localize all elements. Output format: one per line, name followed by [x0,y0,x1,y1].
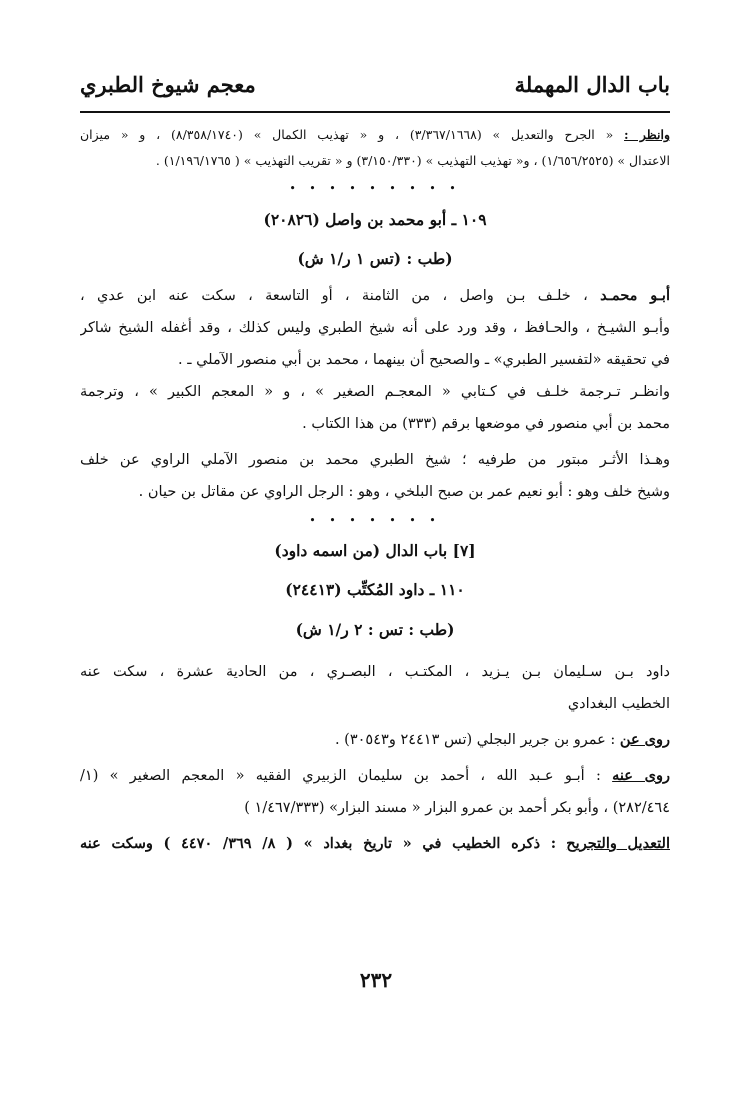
entry-109-para-2: وأبـو الشيـخ ، والحـافظ ، وقد ورد على أنه شيخ الطبري وليس كذلك ، وقد أغفله الشيخ شاكر [80,320,670,336]
narrated-from: روى عن : عمرو بن جرير البجلي (تس ٢٤٤١٣ و٣٠٥٤٣) . [334,731,670,748]
page-number: ٢٣٢ [359,968,393,992]
evaluation: التعديل والتجريح : ذكره الخطيب في « تاريخ بغداد » ( ٨/ ٣٦٩/ ٤٤٧٠ ) وسكت عنه [80,835,670,852]
entry-109-para-6: وهـذا الأثـر مبتور من طرفيه ؛ شيخ الطبري محمد بن منصور الآملي الراوي عن خلف [80,452,670,468]
narrated-by-label: روى عنه [612,767,670,784]
intro-line-2: الاعتدال » (١/٦٥٦/٢٥٢٥) ، و« تهذيب التهذيب » (٣/١٥٠/٣٣٠) و « تقريب التهذيب » ( ١/١٩٦/١٧٦٥) . [155,153,670,168]
running-header [80,72,670,97]
entry-109-para-7: وشيخ خلف وهو : أبو نعيم عمر بن صبح البلخي ، وهو : الرجل الراوي عن مقاتل بن حيان . [138,484,670,500]
evaluation-label: التعديل والتجريح [566,835,670,852]
narrated-by-line-2: ٢٨٢/٤٦٤) ، وأبو بكر أحمد بن عمرو البزار « مسند البزار» (١/٤٦٧/٣٣٣ ) [244,800,670,816]
section-title: [٧] باب الدال (من اسمه داود) [274,541,476,560]
entry-110-title: ١١٠ ـ داود المُكتِّب (٢٤٤١٣) [285,580,465,599]
entry-109-para-5: محمد بن أبي منصور في موضعها برقم (٣٣٣) من هذا الكتاب . [302,416,670,432]
book-title: معجم شيوخ الطبري [80,72,256,97]
narrated-from-label: روى عن [619,731,670,748]
entry-109-para-4: وانظـر تـرجمة خلـف في كـتابي « المعجـم الصغير » ، و « المعجم الكبير » ، وترجمة [80,384,670,400]
separator-dots: • • • • • • • • • [289,182,461,195]
entry-110-code: (طب : تس : ٢ ر/١ ش) [295,620,455,639]
entry-110-line-1: داود بـن سـليمان بـن يـزيد ، المكتـب ، البصـري ، من الحادية عشرة ، سكت عنه [80,664,670,680]
entry-109-name: أبـو محمـد [600,287,670,304]
chapter-title: باب الدال المهملة [514,72,670,97]
entry-109-para-1: أبـو محمـد ، خلـف بـن واصل ، من الثامنة ، أو التاسعة ، سكت عنه ابن عدي ، [80,287,670,304]
entry-110-line-2: الخطيب البغدادي [567,696,670,712]
header-divider [80,111,670,113]
entry-109-para-3: في تحقيقه «لتفسير الطبري» ـ والصحيح أن بينهما ، محمد بن أبي منصور الآملي ـ . [178,352,670,368]
entry-109-code: (طب : (تس ١ ر/١ ش) [297,249,453,268]
page-body [80,120,670,860]
entry-109-title: ١٠٩ ـ أبو محمد بن واصل (٢٠٨٢٦) [263,210,487,229]
narrated-by: روى عنه : أبـو عـبد الله ، أحمد بن سليمان الزبيري الفقيه « المعجم الصغير » (١/ [80,767,670,784]
see-also-label: وانظر : [624,127,670,142]
intro-line-1: وانظر : « الجرح والتعديل » (٣/٣٦٧/١٦٦٨) ، و « تهذيب الكمال » (٨/٣٥٨/١٧٤٠) ، و « ميزان [80,127,670,142]
separator-dots-2: • • • • • • • [309,514,441,527]
